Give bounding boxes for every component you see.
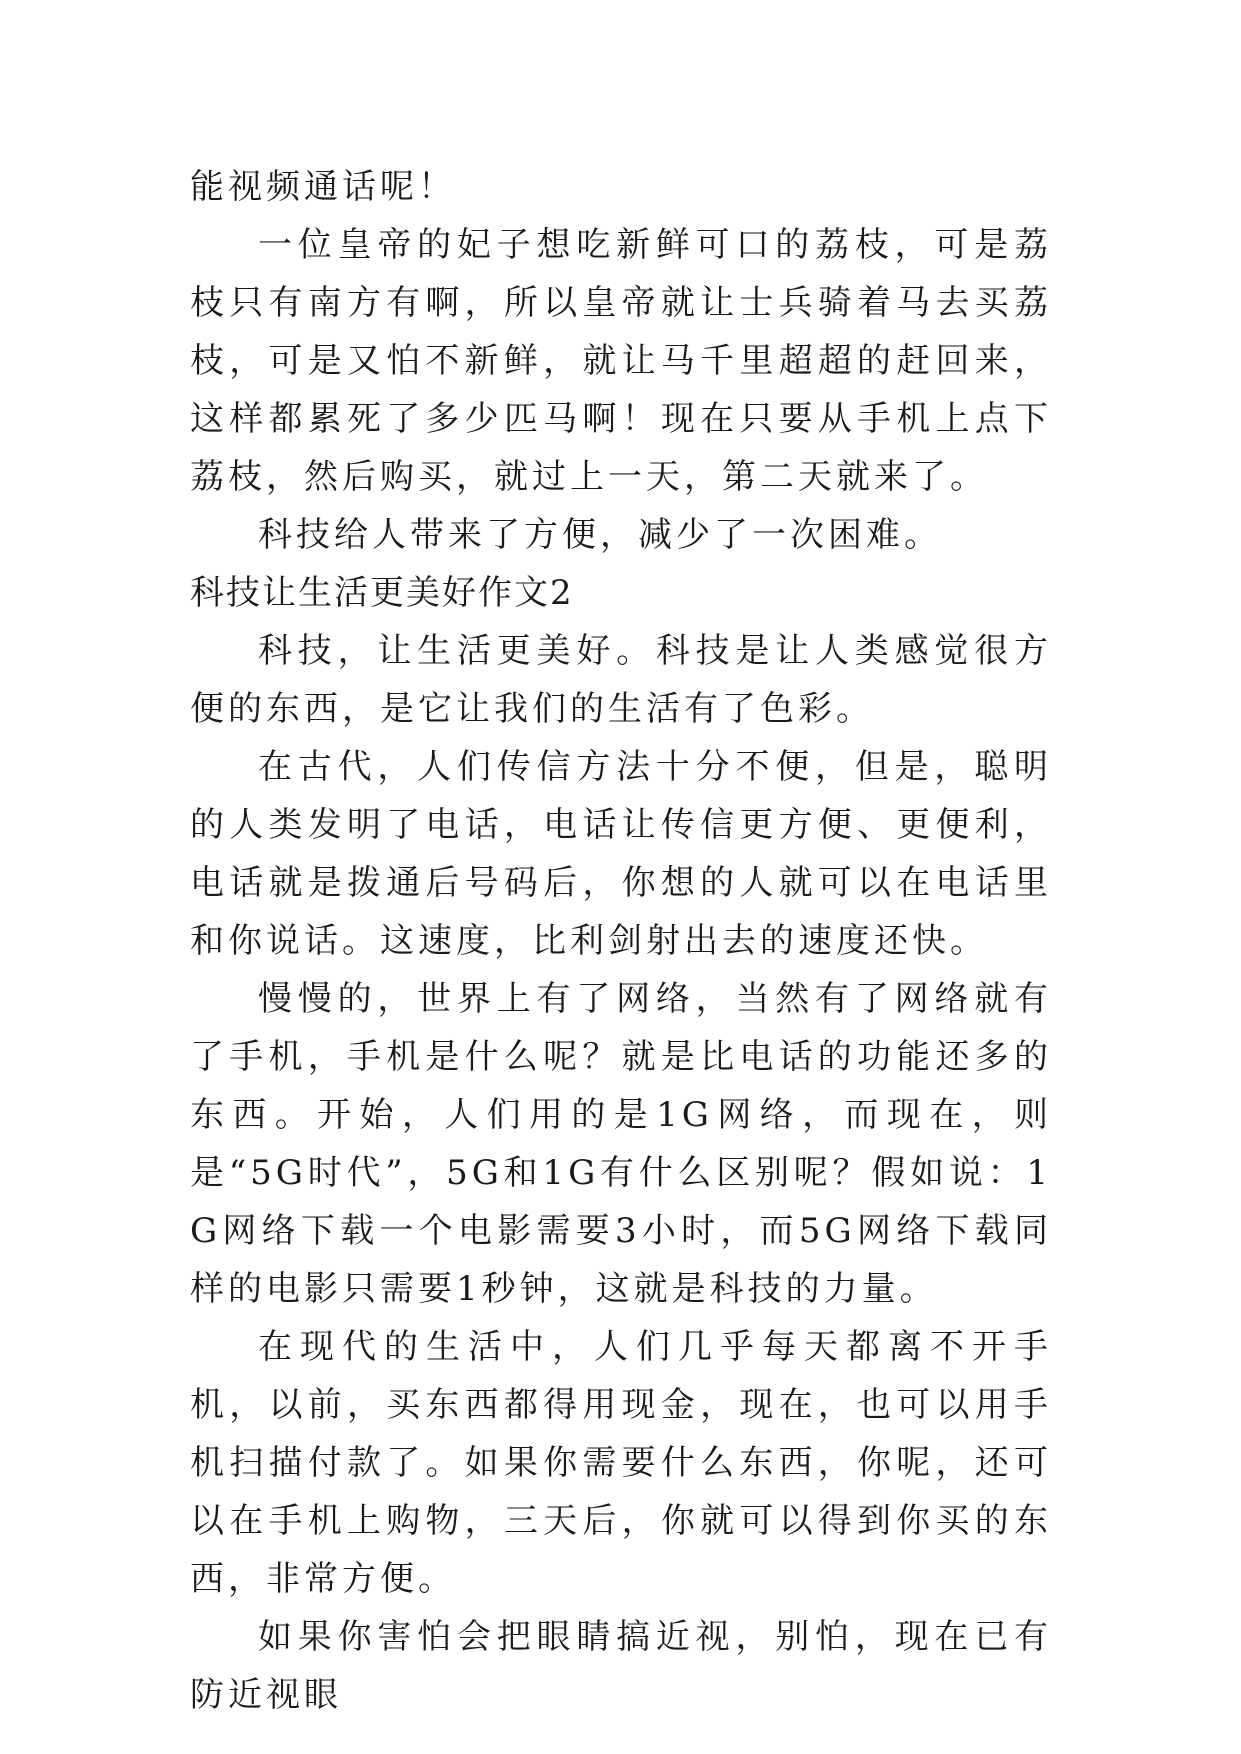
paragraph-network: 慢慢的，世界上有了网络，当然有了网络就有了手机，手机是什么呢？就是比电话的功能还多的东西。开始，人们用的是1G网络，而现在，则是“5G时代”，5G和1G有什么区别呢？假如说：1G网络下载一个电影需要3小时，而5G网络下载同样的电影只需要1秒钟，这就是科技的力量。	[190, 979, 1052, 1309]
paragraph-modern-life: 在现代的生活中，人们几乎每天都离不开手机，以前，买东西都得用现金，现在，也可以用手机扫描付款了。如果你需要什么东西，你呢，还可以在手机上购物，三天后，你就可以得到你买的东西，非常方便。	[190, 1327, 1052, 1599]
paragraph-intro: 科技，让生活更美好。科技是让人类感觉很方便的东西，是它让我们的生活有了色彩。	[190, 631, 1052, 729]
paragraph-lychee-story: 一位皇帝的妃子想吃新鲜可口的荔枝，可是荔枝只有南方有啊，所以皇帝就让士兵骑着马去买荔枝，可是又怕不新鲜，就让马千里超超的赶回来，这样都累死了多少匹马啊！现在只要从手机上点下荔枝，然后购买，就过上一天，第二天就来了。	[190, 225, 1052, 497]
paragraph-conclusion: 科技给人带来了方便，减少了一次困难。	[258, 515, 942, 555]
essay-body	[190, 158, 1052, 1724]
paragraph-telephone: 在古代，人们传信方法十分不便，但是，聪明的人类发明了电话，电话让传信更方便、更便利，电话就是拨通后号码后，你想的人就可以在电话里和你说话。这速度，比利剑射出去的速度还快。	[190, 747, 1052, 961]
paragraph-continuation: 能视频通话呢！	[190, 167, 456, 207]
essay-title: 科技让生活更美好作文2	[190, 573, 574, 613]
paragraph-myopia: 如果你害怕会把眼睛搞近视，别怕，现在已有防近视眼	[190, 1617, 1052, 1715]
